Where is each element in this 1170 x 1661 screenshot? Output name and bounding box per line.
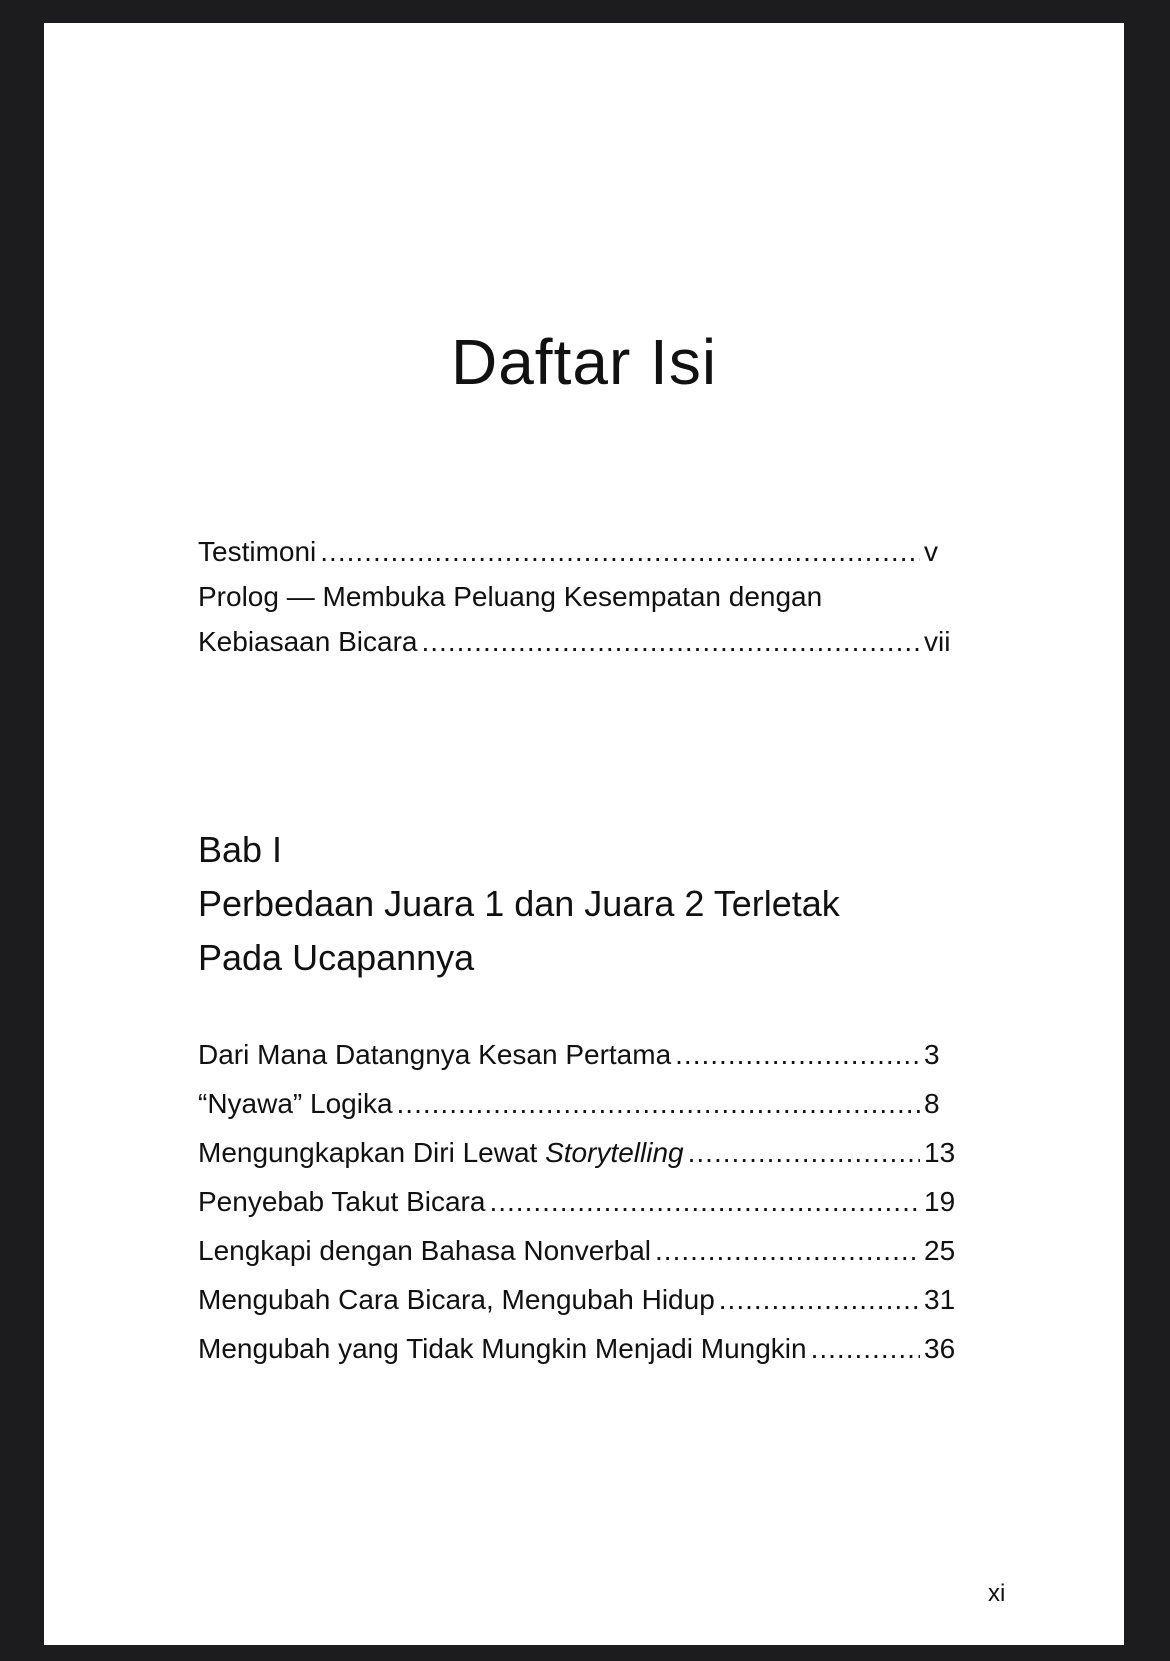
toc-entry-page: 8	[924, 1088, 940, 1119]
toc-entry	[198, 1079, 962, 1128]
toc-entry-title: Dari Mana Datangnya Kesan Pertama	[198, 1039, 672, 1070]
toc-entry-title: Mengubah Cara Bicara, Mengubah Hidup	[198, 1284, 715, 1315]
toc-entry	[198, 1128, 962, 1177]
chapter-heading	[198, 823, 998, 985]
dot-leader	[320, 529, 920, 574]
page-title: Daftar Isi	[450, 326, 718, 398]
toc-entry-title: Lengkapi dengan Bahasa Nonverbal	[198, 1235, 652, 1266]
toc-entry-page: vii	[924, 626, 951, 657]
toc-entry	[198, 1226, 962, 1275]
chapter-title-line1: Perbedaan Juara 1 dan Juara 2 Terletak	[198, 883, 840, 924]
chapter-label: Bab I	[198, 829, 283, 870]
toc-entry-page: 25	[924, 1235, 956, 1266]
toc-entry	[198, 1275, 962, 1324]
dot-leader	[397, 1079, 920, 1128]
toc-entry-title	[198, 1128, 684, 1177]
toc-entry	[198, 1030, 962, 1079]
toc-entry	[198, 1324, 962, 1373]
toc-entry-title: Kebiasaan Bicara	[198, 626, 418, 657]
toc-entry-title-italic: Storytelling	[545, 1137, 684, 1168]
toc-entry-title: Mengubah yang Tidak Mungkin Menjadi Mungkin	[198, 1333, 807, 1364]
front-matter-toc	[198, 529, 962, 664]
toc-entry-title-prefix: Mengungkapkan Diri Lewat	[198, 1137, 546, 1168]
toc-entry-page: 31	[924, 1284, 956, 1315]
toc-entry	[198, 1177, 962, 1226]
chapter1-toc	[198, 1030, 962, 1373]
toc-entry-page: 3	[924, 1039, 940, 1070]
toc-entry-title: Penyebab Takut Bicara	[198, 1186, 486, 1217]
dot-leader	[421, 619, 920, 664]
book-page	[44, 23, 1124, 1645]
dot-leader	[811, 1324, 920, 1373]
toc-entry-page: 36	[924, 1333, 956, 1364]
chapter-title-line2: Pada Ucapannya	[198, 937, 475, 978]
dot-leader	[675, 1030, 920, 1079]
dot-leader	[489, 1177, 920, 1226]
toc-entry-prolog	[198, 619, 962, 664]
toc-entry-testimoni	[198, 529, 962, 574]
toc-entry-page: v	[924, 536, 938, 567]
dot-leader	[719, 1275, 920, 1324]
dot-leader	[688, 1128, 920, 1177]
toc-entry-prolog-line1: Prolog — Membuka Peluang Kesempatan dengan	[198, 581, 823, 612]
toc-entry-page: 13	[924, 1137, 956, 1168]
dot-leader	[655, 1226, 920, 1275]
toc-entry-page: 19	[924, 1186, 956, 1217]
toc-entry-title: “Nyawa” Logika	[198, 1088, 393, 1119]
page-number: xi	[988, 1580, 1006, 1607]
toc-entry-title: Testimoni	[198, 536, 317, 567]
